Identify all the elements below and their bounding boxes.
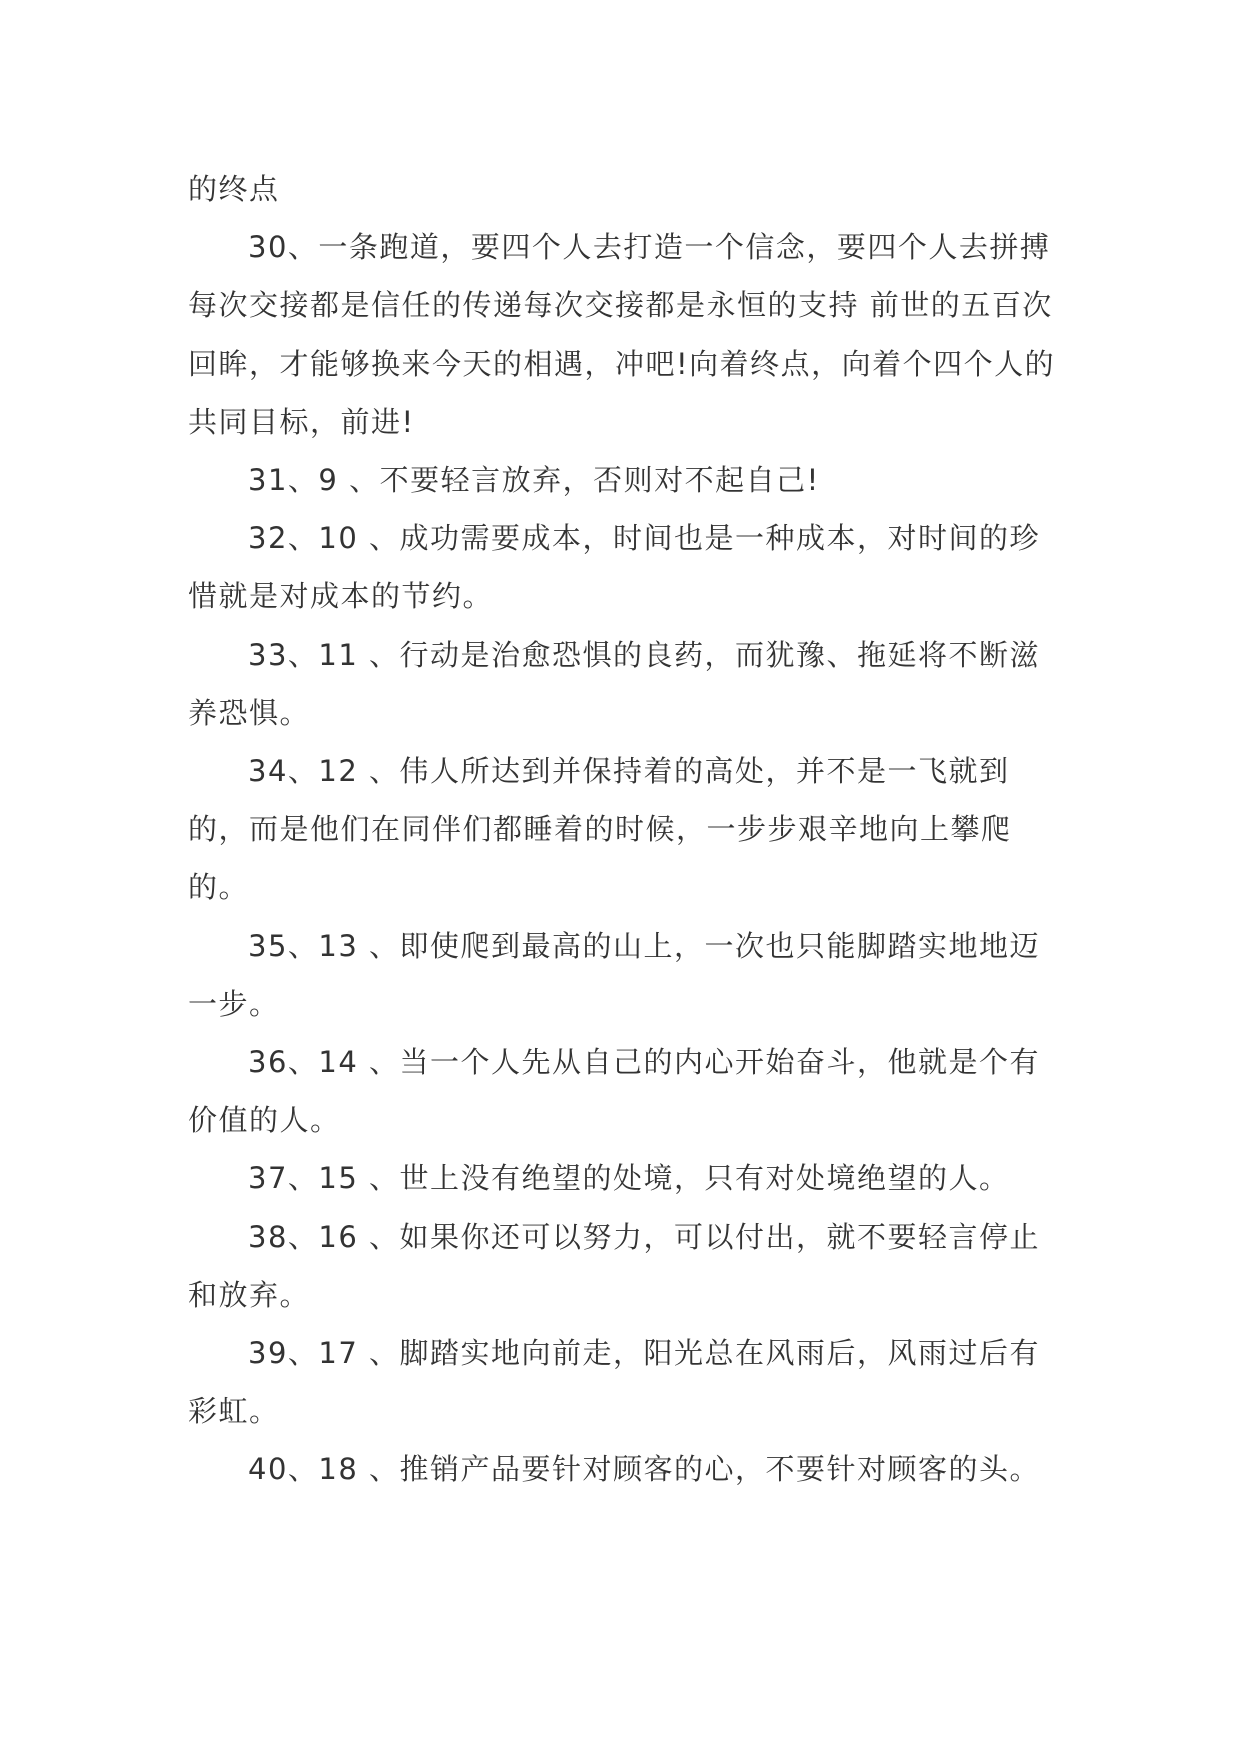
paragraph-item-37: 37、15 、世上没有绝望的处境，只有对处境绝望的人。 — [248, 1161, 1010, 1196]
document-body — [188, 160, 1068, 1499]
paragraph-item-33: 33、11 、行动是治愈恐惧的良药，而犹豫、拖延将不断滋养恐惧。 — [188, 637, 1041, 730]
paragraph-item-34: 34、12 、伟人所达到并保持着的高处，并不是一飞就到的，而是他们在同伴们都睡着的时候，一步步艰辛地向上攀爬的。 — [188, 754, 1012, 905]
paragraph-item-32: 32、10 、成功需要成本，时间也是一种成本，对时间的珍惜就是对成本的节约。 — [188, 521, 1041, 614]
paragraph-item-36: 36、14 、当一个人先从自己的内心开始奋斗，他就是个有价值的人。 — [188, 1045, 1041, 1138]
paragraph-item-35: 35、13 、即使爬到最高的山上，一次也只能脚踏实地地迈一步。 — [188, 928, 1041, 1021]
paragraph-item-40: 40、18 、推销产品要针对顾客的心，不要针对顾客的头。 — [248, 1452, 1041, 1487]
paragraph-item-38: 38、16 、如果你还可以努力，可以付出，就不要轻言停止和放弃。 — [188, 1219, 1041, 1312]
paragraph-continuation: 的终点 — [188, 172, 280, 206]
paragraph-item-30: 30、一条跑道，要四个人去打造一个信念，要四个人去拼搏每次交接都是信任的传递每次交接都是永恒的支持 前世的五百次回眸，才能够换来今天的相遇，冲吧!向着终点，向着个四个人的共同目标，前进! — [188, 230, 1056, 439]
paragraph-item-31: 31、9 、不要轻言放弃，否则对不起自己! — [248, 463, 820, 498]
paragraph-item-39: 39、17 、脚踏实地向前走，阳光总在风雨后，风雨过后有彩虹。 — [188, 1336, 1041, 1429]
